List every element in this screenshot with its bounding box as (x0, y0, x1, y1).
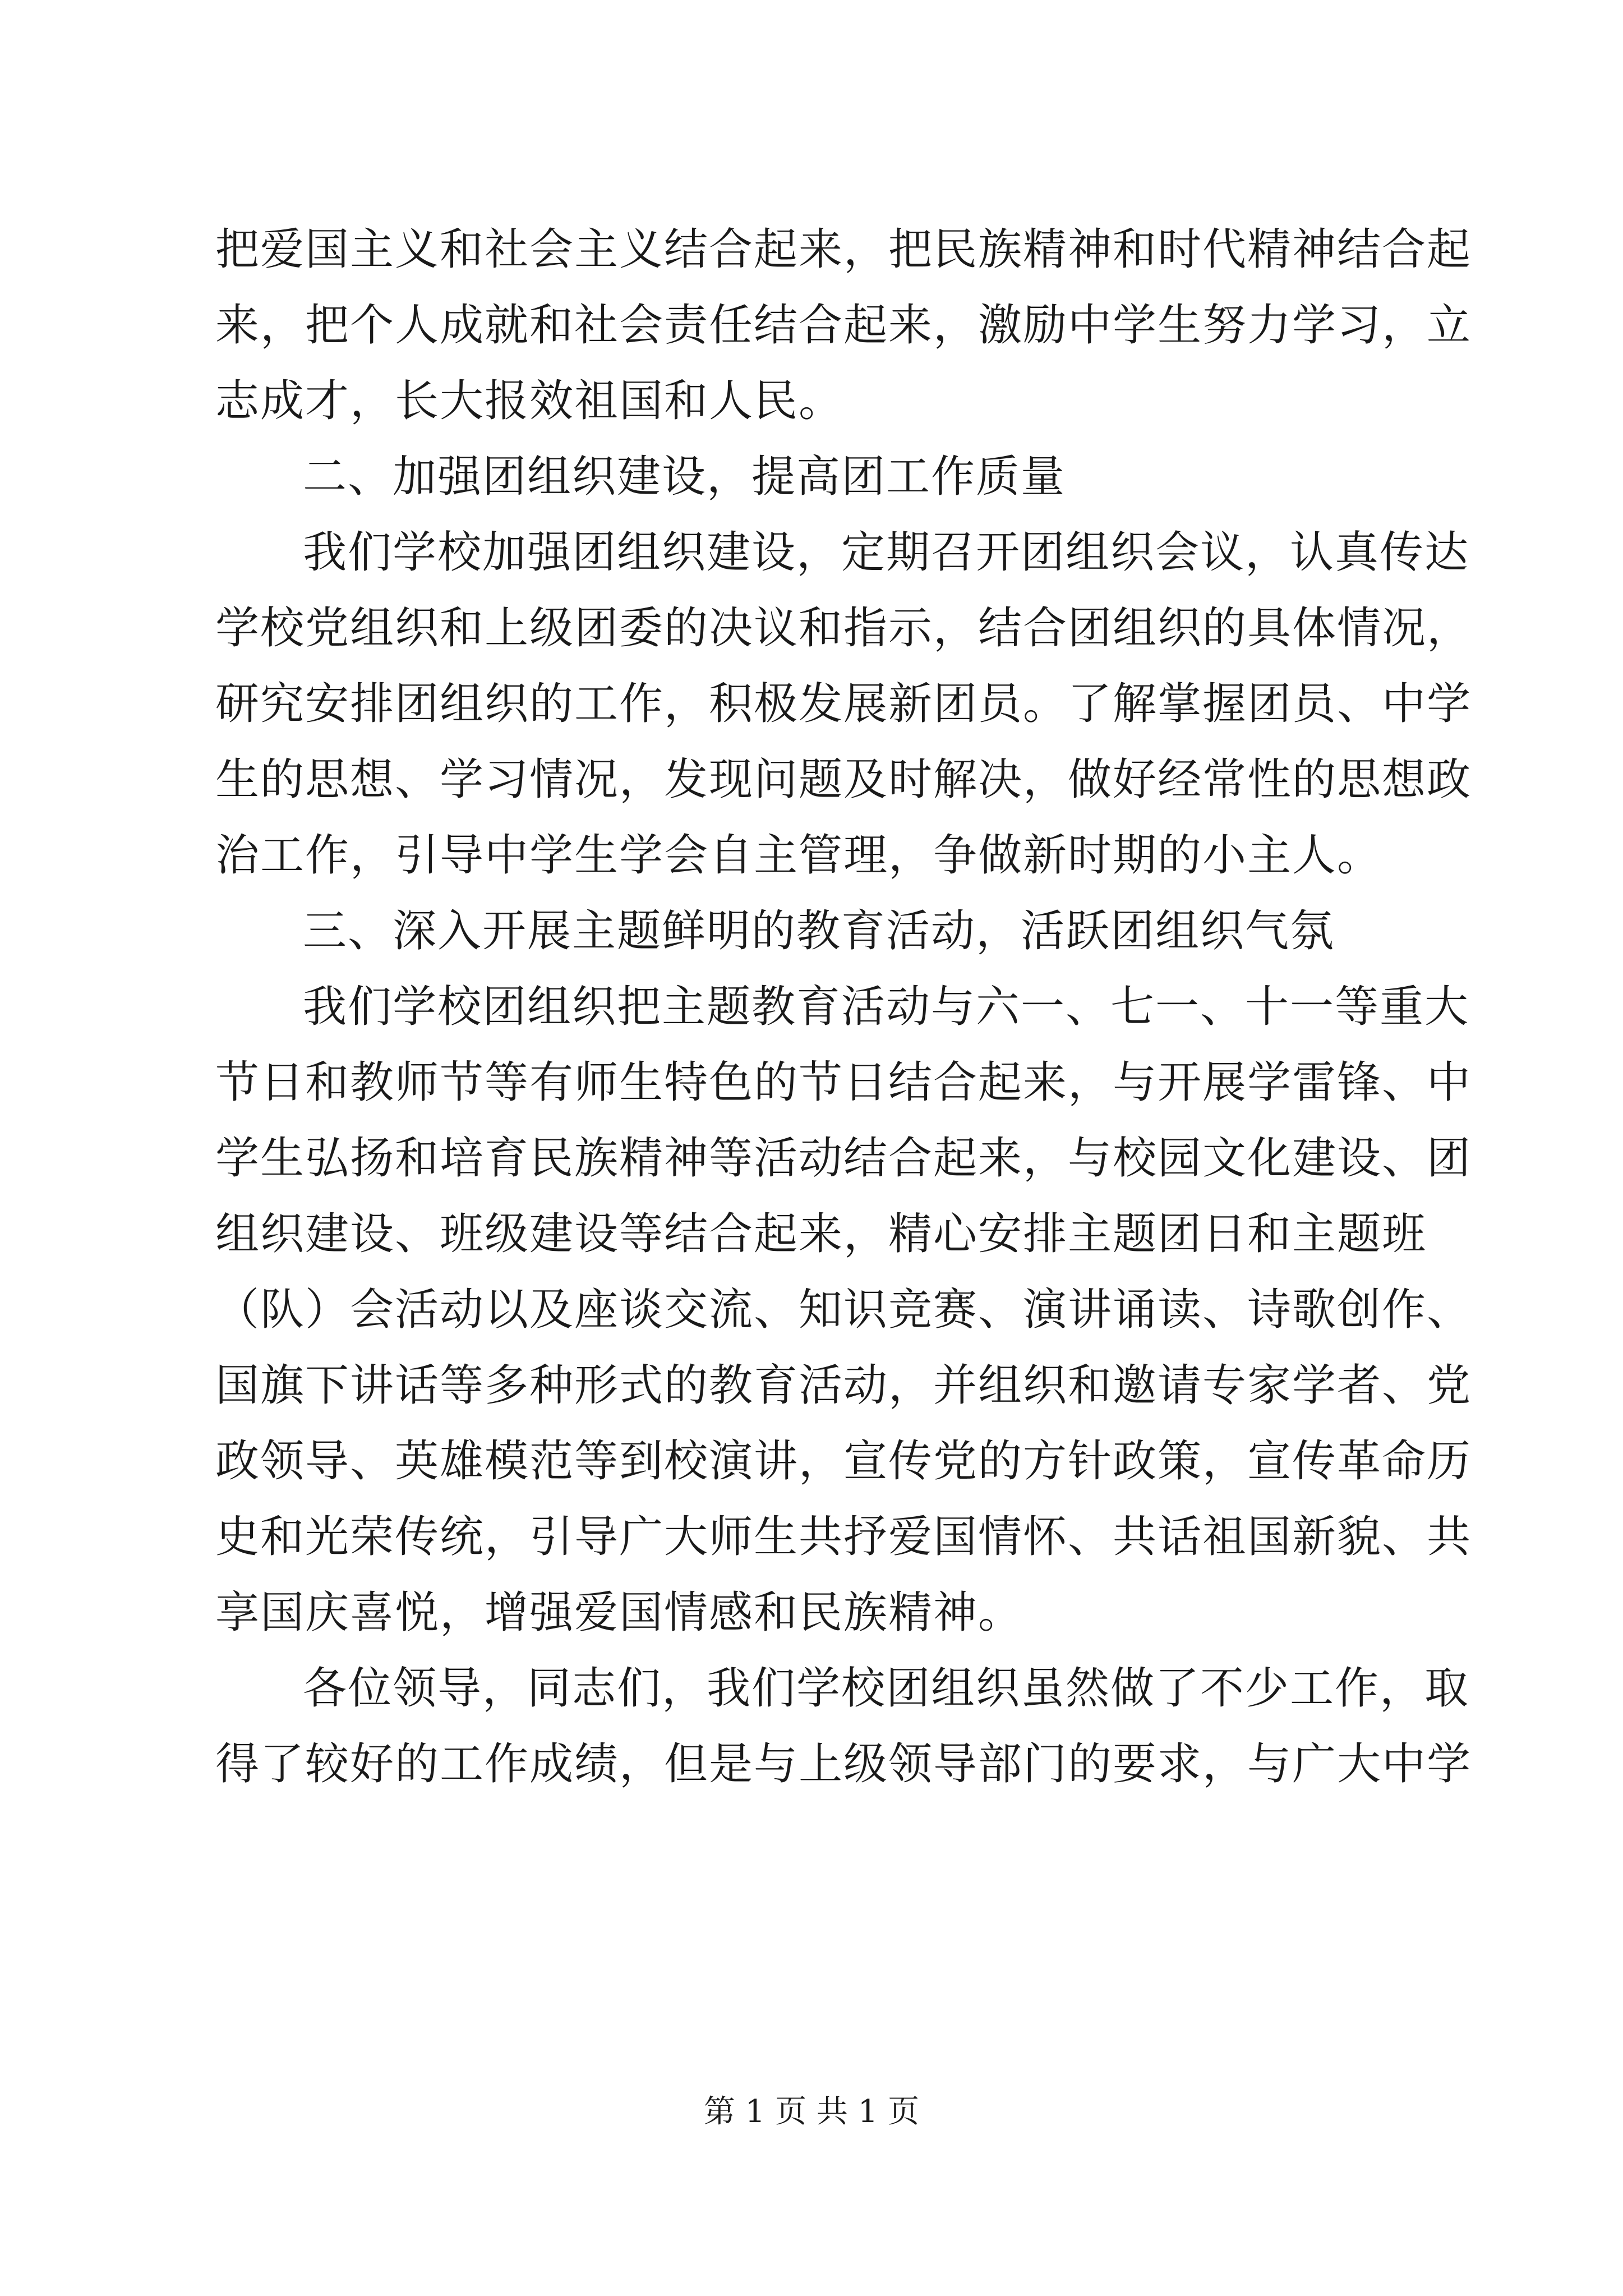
section-heading: 二、加强团组织建设，提高团工作质量 (303, 452, 1066, 502)
body-line: 来，把个人成就和社会责任结合起来，激励中学生努力学习，立 (215, 300, 1472, 351)
body-line: 组织建设、班级建设等结合起来，精心安排主题团日和主题班 (215, 1209, 1427, 1259)
body-line: 得了较好的工作成绩，但是与上级领导部门的要求，与广大中学 (215, 1739, 1472, 1789)
page-number-footer: 第 1 页 共 1 页 (703, 2093, 920, 2130)
body-line: （队）会活动以及座谈交流、知识竞赛、演讲诵读、诗歌创作、 (215, 1285, 1472, 1335)
body-line: 学生弘扬和培育民族精神等活动结合起来，与校园文化建设、团 (215, 1133, 1472, 1184)
body-line: 政领导、英雄模范等到校演讲，宣传党的方针政策，宣传革命历 (215, 1436, 1472, 1487)
body-line: 各位领导，同志们，我们学校团组织虽然做了不少工作，取 (303, 1663, 1470, 1714)
body-line: 研究安排团组织的工作，积极发展新团员。了解掌握团员、中学 (215, 679, 1472, 729)
body-line: 志成才，长大报效祖国和人民。 (215, 376, 844, 426)
body-line: 国旗下讲话等多种形式的教育活动，并组织和邀请专家学者、党 (215, 1360, 1472, 1411)
body-line: 享国庆喜悦，增强爱国情感和民族精神。 (215, 1588, 1023, 1638)
body-line: 节日和教师节等有师生特色的节日结合起来，与开展学雷锋、中 (215, 1057, 1472, 1108)
body-line: 我们学校团组织把主题教育活动与六一、七一、十一等重大 (303, 982, 1470, 1032)
body-line: 治工作，引导中学生学会自主管理，争做新时期的小主人。 (215, 830, 1382, 881)
body-line: 学校党组织和上级团委的决议和指示，结合团组织的具体情况， (215, 603, 1472, 654)
body-line: 我们学校加强团组织建设，定期召开团组织会议，认真传达 (303, 527, 1470, 578)
body-line: 生的思想、学习情况，发现问题及时解决，做好经常性的思想政 (215, 754, 1472, 805)
body-line: 史和光荣传统，引导广大师生共抒爱国情怀、共话祖国新貌、共 (215, 1512, 1472, 1562)
body-line: 把爱国主义和社会主义结合起来，把民族精神和时代精神结合起 (215, 224, 1472, 275)
section-heading: 三、深入开展主题鲜明的教育活动，活跃团组织气氛 (303, 906, 1335, 956)
